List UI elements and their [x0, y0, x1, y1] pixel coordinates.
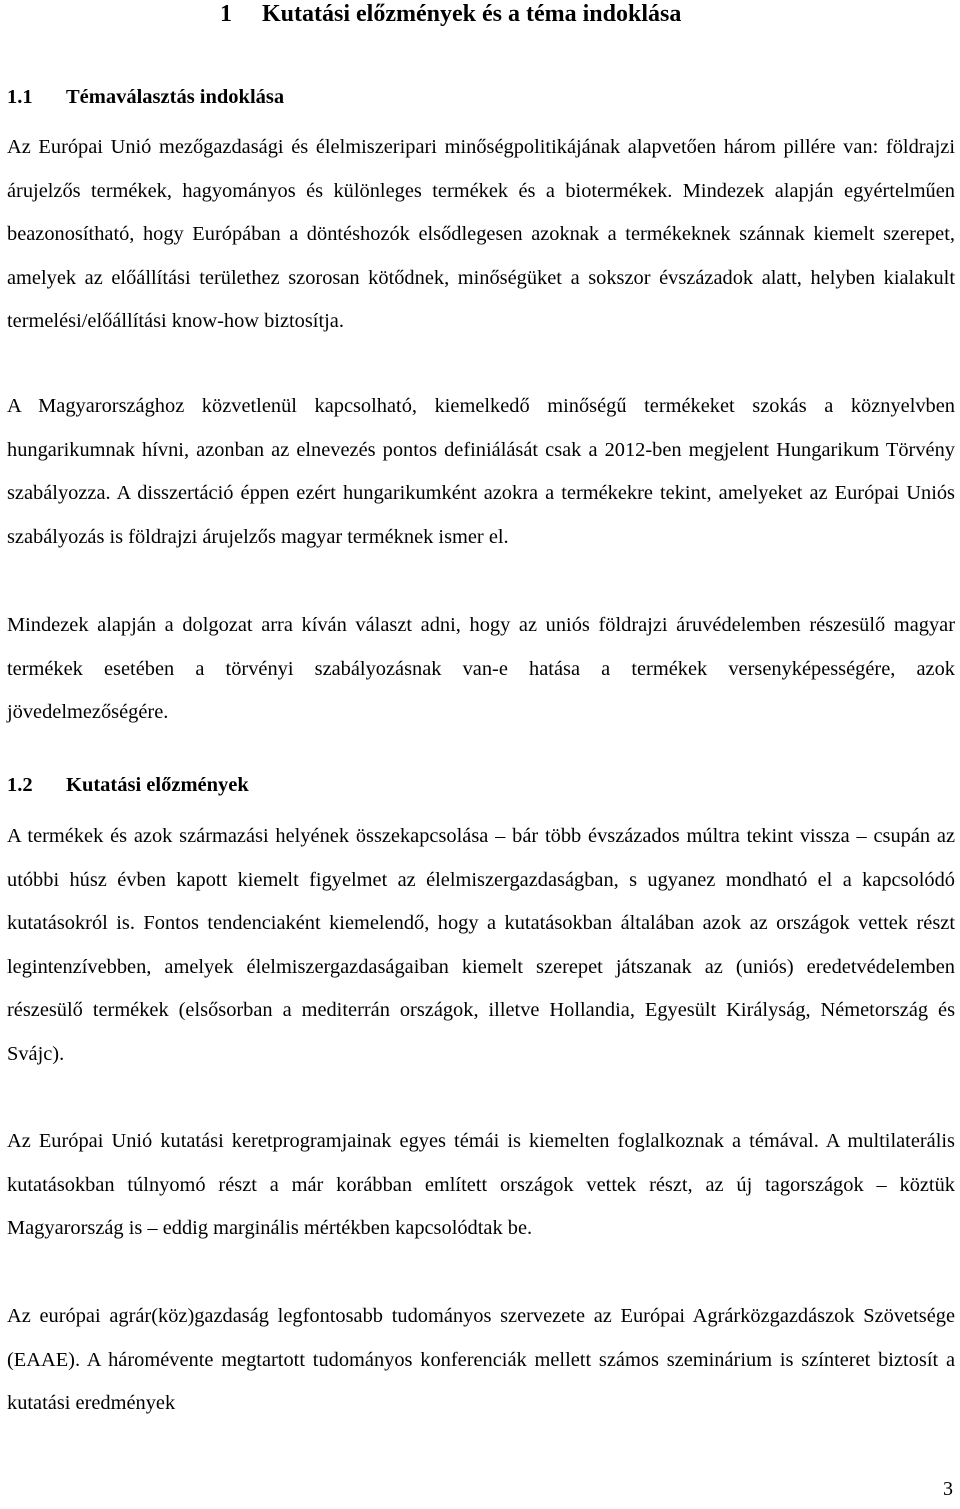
section-title: Kutatási előzmények	[66, 774, 249, 796]
page-number: 3	[943, 1478, 953, 1500]
section-number: 1.1	[7, 86, 33, 108]
section-number: 1.2	[7, 774, 33, 796]
chapter-heading	[220, 0, 681, 34]
paragraph: A termékek és azok származási helyének összekapcsolása – bár több évszázados múltra tekint vissza – csupán az utóbbi húsz évben kapott kiemelt figyelmet az élelmiszergazdaságban, s ugyanez mondható el a kapcsolódó kutatásokról is. Fontos tendenciaként kiemelendő, hogy a kutatásokban általában azok az országok vettek részt legintenzívebben, amelyek élelmiszergazdaságaiban kiemelt szerepet játszanak az (uniós) eredetvédelemben részesülő termékek (elsősorban a mediterrán országok, illetve Hollandia, Egyesült Királyság, Németország és Svájc).	[7, 825, 955, 1065]
section-title: Témaválasztás indoklása	[66, 86, 285, 108]
section-heading-1-1	[7, 82, 284, 112]
paragraph: Az Európai Unió kutatási keretprogramjainak egyes témái is kiemelten foglalkoznak a témával. A multilaterális kutatásokban túlnyomó részt a már korábban említett országok vettek részt, az új tagországok – köztük Magyarország is – eddig marginális mértékben kapcsolódtak be.	[7, 1130, 955, 1239]
paragraph: Az Európai Unió mezőgazdasági és élelmiszeripari minőségpolitikájának alapvetően három pillére van: földrajzi árujelzős termékek, hagyományos és különleges termékek és a biotermékek. Mindezek alapján egyértelműen beazonosítható, hogy Európában a döntéshozók elsődlegesen azoknak a termékeknek szánnak kiemelt szerepet, amelyek az előállítási területhez szorosan kötődnek, minőségüket a sokszor évszázadok alatt, helyben kialakult termelési/előállítási know-how biztosítja.	[7, 136, 955, 332]
chapter-number: 1	[220, 1, 232, 27]
paragraph: A Magyarországhoz közvetlenül kapcsolható, kiemelkedő minőségű termékeket szokás a köznyelvben hungarikumnak hívni, azonban az elnevezés pontos definiálását csak a 2012-ben megjelent Hungarikum Törvény szabályozza. A disszertáció éppen ezért hungarikumként azokra a termékekre tekint, amelyeket az Európai Uniós szabályozás is földrajzi árujelzős magyar terméknek ismer el.	[7, 395, 955, 548]
chapter-title: Kutatási előzmények és a téma indoklása	[262, 1, 682, 27]
paragraph: Mindezek alapján a dolgozat arra kíván választ adni, hogy az uniós földrajzi áruvédelemben részesülő magyar termékek esetében a törvényi szabályozásnak van-e hatása a termékek versenyképességére, azok jövedelmezőségére.	[7, 614, 955, 723]
paragraph: Az európai agrár(köz)gazdaság legfontosabb tudományos szervezete az Európai Agrárközgazdászok Szövetsége (EAAE). A háromévente megtartott tudományos konferenciák mellett számos szeminárium is színteret biztosít a kutatási eredmények	[7, 1305, 955, 1414]
section-heading-1-2	[7, 770, 249, 800]
